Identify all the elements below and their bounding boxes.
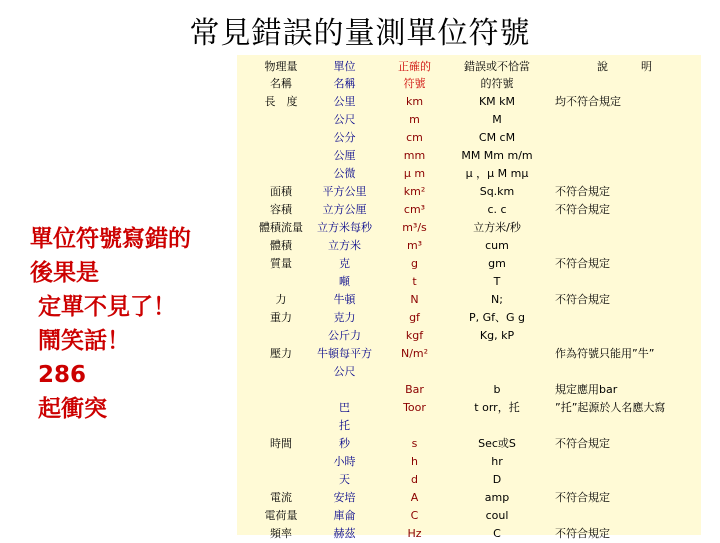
table-cell-c2: 巴	[339, 401, 350, 414]
table-cell-c4: Kg, kP	[479, 329, 515, 342]
table-cell-c2: 秒	[339, 437, 350, 450]
table-cell-c3: gf	[409, 311, 420, 324]
table-cell-c2: 安培	[333, 491, 356, 504]
table-cell-c4: MM Mm m/m	[461, 149, 533, 162]
header-wrong-line2: 的符號	[480, 77, 514, 90]
table-cell-c2: 立方米	[328, 239, 361, 252]
table-cell-c3: mm	[403, 149, 426, 162]
table-cell-c1: 面積	[270, 185, 292, 198]
header-note: 說 明	[597, 60, 652, 73]
table-cell-c3: Bar	[405, 383, 424, 396]
table-cell-c4: b	[493, 383, 501, 396]
table-cell-c3: h	[411, 455, 418, 468]
table-cell-c1: 電流	[270, 491, 292, 504]
table-cell-c3: m	[409, 113, 420, 126]
table-cell-c3: d	[411, 473, 418, 486]
header-correct-line2: 符號	[403, 77, 426, 90]
table-cell-c3: g	[411, 257, 418, 270]
table-cell-c5: 不符合規定	[555, 437, 610, 450]
side-line: 鬧笑話！	[38, 328, 130, 354]
table-cell-c3: t	[412, 275, 417, 288]
table-cell-c3: cm	[406, 131, 423, 144]
table-cell-c2: 噸	[339, 275, 350, 288]
page-title: 常見錯誤的量測單位符號	[189, 16, 531, 51]
table-cell-c3: km	[405, 95, 424, 108]
table-cell-c3: Hz	[407, 527, 422, 540]
table-cell-c2: 公尺	[333, 113, 356, 126]
table-cell-c4: KM kM	[478, 95, 516, 108]
table-cell-c5: 不符合規定	[555, 257, 610, 270]
table-cell-c5: 不符合規定	[555, 491, 610, 504]
table-cell-c2: 公里	[333, 95, 356, 108]
table-cell-c4: c. c	[487, 203, 507, 216]
table-cell-c2: 庫侖	[333, 509, 356, 522]
table-cell-c3: m³/s	[402, 221, 427, 234]
table-cell-c4: hr	[491, 455, 503, 468]
table-cell-c4: P, Gf、G g	[468, 311, 526, 324]
table-cell-c5: 均不符合規定	[555, 95, 621, 108]
table-cell-c2: 立方米每秒	[317, 221, 372, 234]
table-cell-c2: 公厘	[333, 149, 356, 162]
table-cell-c4: cum	[485, 239, 509, 252]
table-cell-c4: t orr，托	[474, 401, 520, 414]
side-line: 單位符號寫錯的	[30, 226, 191, 252]
table-cell-c2: 天	[339, 473, 350, 486]
table-cell-c2: 公微	[333, 167, 356, 180]
table-cell-c4: D	[492, 473, 502, 486]
table-cell-c2: 平方公里	[322, 185, 367, 198]
table-cell-c4: T	[493, 275, 501, 288]
table-cell-c4: C	[493, 527, 501, 540]
table-cell-c2: 牛頓	[333, 293, 356, 306]
table-cell-c1: 電荷量	[264, 509, 298, 522]
table-cell-c1: 頻率	[270, 527, 292, 540]
table-cell-c3: kgf	[405, 329, 424, 342]
side-note	[30, 222, 230, 426]
side-line: 定單不見了！	[38, 294, 176, 320]
header-unit-line1: 單位	[333, 60, 356, 73]
side-line: 286	[38, 362, 87, 388]
table-cell-c3: Toor	[403, 401, 426, 414]
table-cell-c5: 規定應用bar	[555, 383, 618, 396]
table-cell-c2: 克力	[333, 311, 356, 324]
table-cell-c3: C	[410, 509, 419, 522]
table-cell-c3: km²	[403, 185, 426, 198]
table-cell-c3: cm³	[403, 203, 426, 216]
table-cell-c1: 長 度	[264, 95, 298, 108]
table-cell-c5: 不符合規定	[555, 203, 610, 216]
table-cell-c5: ”托”起源於人名應大寫	[555, 401, 666, 414]
table-cell-c2: 克	[339, 257, 350, 270]
table-cell-c2: 托	[339, 419, 350, 432]
header-quantity-line2: 名稱	[270, 77, 292, 90]
table-cell-c5: 作為符號只能用”牛”	[555, 347, 655, 360]
header-unit-line2: 名稱	[333, 77, 356, 90]
table-cell-c1: 體積	[270, 239, 292, 252]
table-cell-c4: μ ，μ M mμ	[465, 167, 529, 180]
table-cell-c5: 不符合規定	[555, 293, 610, 306]
table-cell-c4: Sq.km	[479, 185, 515, 198]
table-cell-c4: N;	[491, 293, 503, 306]
table-cell-c3: A	[410, 491, 419, 504]
units-table	[237, 55, 701, 540]
table-cell-c4: amp	[484, 491, 510, 504]
table-cell-c4: 立方米/秒	[473, 221, 521, 234]
table-cell-c2: 立方公厘	[322, 203, 367, 216]
table-cell-c2: 公斤力	[328, 329, 361, 342]
table-cell-c5: 不符合規定	[555, 527, 610, 540]
header-wrong-line1: 錯誤或不恰當	[464, 60, 530, 73]
side-line: 後果是	[30, 260, 99, 286]
table-cell-c2: 小時	[333, 455, 356, 468]
table-cell-c4: Sec或S	[478, 437, 516, 450]
table-cell-c3: N	[410, 293, 419, 306]
table-cell-c2: 公分	[333, 131, 356, 144]
header-correct-line1: 正確的	[398, 60, 431, 73]
table-cell-c2: 公尺	[333, 365, 356, 378]
table-cell-c1: 容積	[270, 203, 292, 216]
table-cell-c3: s	[411, 437, 418, 450]
table-cell-c1: 質量	[270, 257, 292, 270]
table-cell-c3: N/m²	[400, 347, 429, 360]
table-cell-c2: 牛頓每平方	[317, 347, 372, 360]
table-cell-c4: CM cM	[478, 131, 516, 144]
table-cell-c1: 重力	[270, 311, 292, 324]
header-quantity-line1: 物理量	[264, 60, 298, 73]
table-cell-c1: 壓力	[270, 347, 292, 360]
table-cell-c4: M	[492, 113, 502, 126]
table-cell-c2: 赫茲	[333, 527, 356, 540]
table-cell-c3: m³	[406, 239, 423, 252]
table-cell-c4: coul	[485, 509, 509, 522]
table-cell-c5: 不符合規定	[555, 185, 610, 198]
table-cell-c3: μ m	[403, 167, 426, 180]
table-cell-c1: 體積流量	[259, 221, 303, 234]
side-line: 起衝突	[38, 396, 107, 422]
table-cell-c1: 時間	[270, 437, 292, 450]
table-cell-c4: gm	[488, 257, 506, 270]
table-cell-c1: 力	[275, 293, 287, 306]
